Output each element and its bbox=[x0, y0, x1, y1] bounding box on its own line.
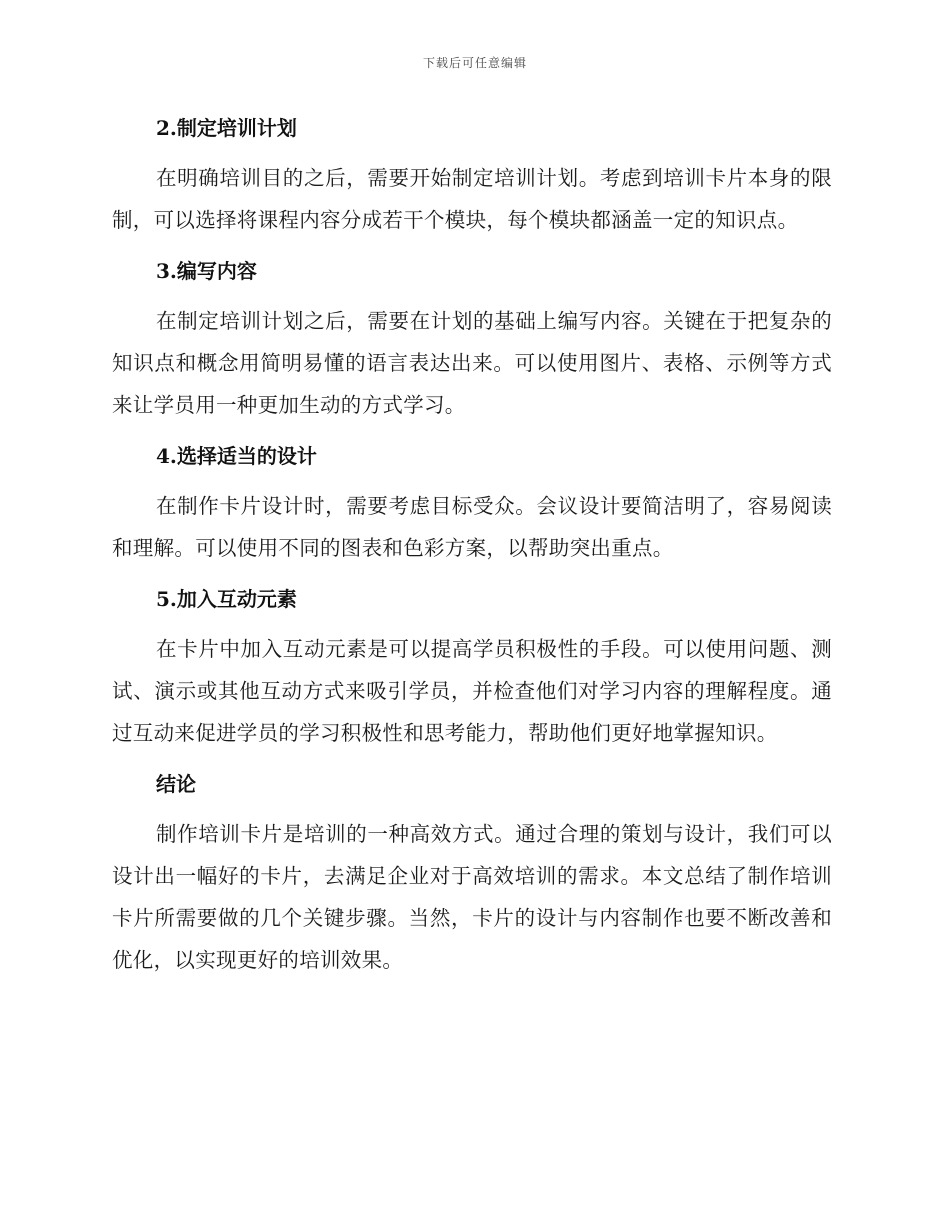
document-body bbox=[112, 108, 832, 991]
section-paragraph-content: 在制定培训计划之后，需要在计划的基础上编写内容。关键在于把复杂的知识点和概念用简明易懂的语言表达出来。可以使用图片、表格、示例等方式来让学员用一种更加生动的方式学习。 bbox=[112, 309, 832, 417]
section-paragraph-conclusion: 制作培训卡片是培训的一种高效方式。通过合理的策划与设计，我们可以设计出一幅好的卡片，去满足企业对于高效培训的需求。本文总结了制作培训卡片所需要做的几个关键步骤。当然，卡片的设计与内容制作也要不断改善和优化，以实现更好的培训效果。 bbox=[112, 822, 832, 972]
section-heading-conclusion: 结论 bbox=[156, 772, 196, 796]
section-paragraph-interactive: 在卡片中加入互动元素是可以提高学员积极性的手段。可以使用问题、测试、演示或其他互动方式来吸引学员，并检查他们对学习内容的理解程度。通过互动来促进学员的学习积极性和思考能力，帮助他们更好地掌握知识。 bbox=[112, 637, 832, 745]
page-header: 下载后可任意编辑 bbox=[422, 56, 527, 70]
section-paragraph-design: 在制作卡片设计时，需要考虑目标受众。会议设计要简洁明了，容易阅读和理解。可以使用不同的图表和色彩方案，以帮助突出重点。 bbox=[112, 494, 832, 560]
section-heading-design: 4.选择适当的设计 bbox=[156, 444, 317, 468]
section-heading-content: 3.编写内容 bbox=[156, 259, 257, 283]
section-heading-interactive: 5.加入互动元素 bbox=[156, 587, 297, 611]
section-paragraph-plan: 在明确培训目的之后，需要开始制定培训计划。考虑到培训卡片本身的限制，可以选择将课程内容分成若干个模块，每个模块都涵盖一定的知识点。 bbox=[112, 166, 832, 232]
section-heading-plan: 2.制定培训计划 bbox=[156, 116, 297, 140]
